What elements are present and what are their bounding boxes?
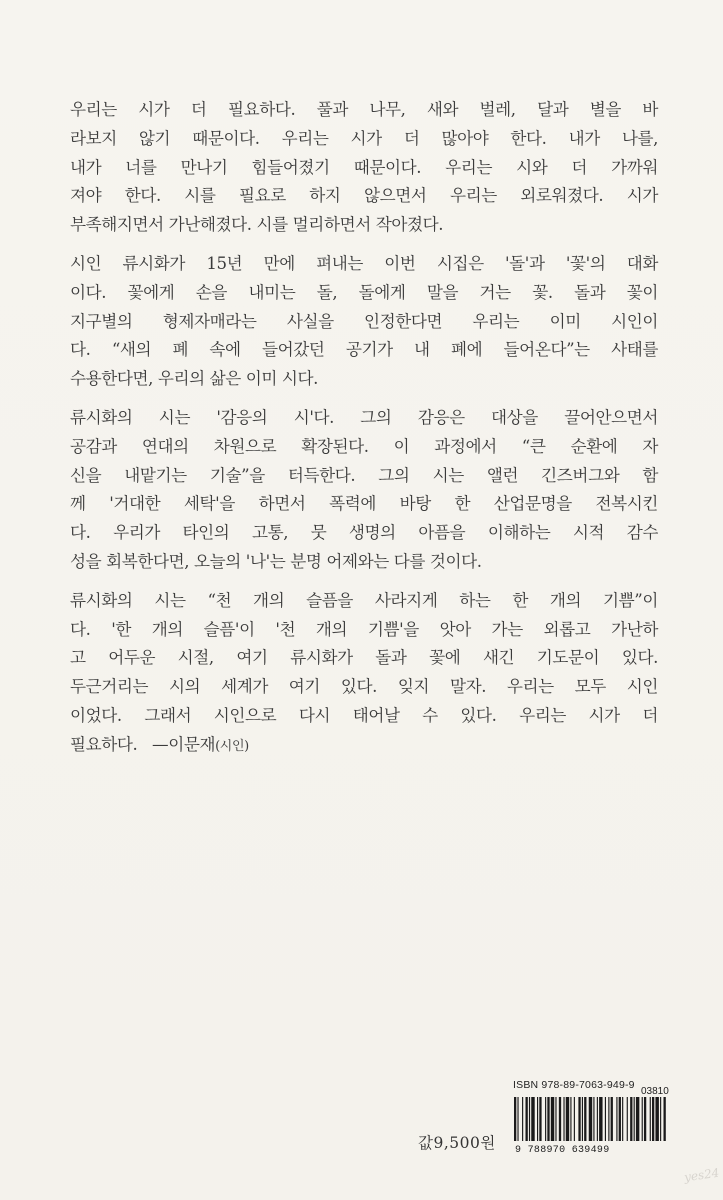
cover-blurb	[70, 96, 658, 770]
barcode-bar	[526, 1097, 528, 1141]
barcode-bar	[559, 1097, 561, 1141]
barcode-bar	[605, 1097, 606, 1141]
text-line: 시인 류시화가 15년 만에 펴내는 이번 시집은 '돌'과 '꽃'의 대화	[70, 253, 658, 273]
barcode-bar	[652, 1097, 654, 1141]
barcode-bar	[551, 1097, 554, 1141]
barcode-bar	[634, 1097, 635, 1141]
final-text: 필요하다.	[70, 734, 138, 754]
final-line	[70, 731, 658, 760]
barcode-bar	[563, 1097, 564, 1141]
barcode-bar	[514, 1097, 516, 1141]
text-line: 께 '거대한 세탁'을 하면서 폭력에 바탕 한 산업문명을 전복시킨	[70, 494, 658, 514]
text-line: 고 어두운 시절, 여기 류시화가 돌과 꽃에 새긴 기도문이 있다.	[70, 648, 658, 668]
barcode-bar	[545, 1097, 546, 1141]
barcode-bar	[584, 1097, 586, 1141]
text-line: 두근거리는 시의 세계가 여기 있다. 잊지 말자. 우리는 모두 시인	[70, 677, 659, 697]
barcode-bar	[642, 1097, 643, 1141]
barcode-bar	[655, 1097, 658, 1141]
text-line: 라보지 않기 때문이다. 우리는 시가 더 많아야 한다. 내가 나를,	[70, 128, 658, 148]
barcode-bar	[547, 1097, 549, 1141]
barcode-bar	[529, 1097, 530, 1141]
blurb-paragraph-1	[70, 96, 658, 240]
blurb-paragraph-2	[70, 250, 658, 394]
blurb-paragraph-3	[70, 404, 658, 577]
barcode-bar	[517, 1097, 518, 1141]
text-line: 다. “새의 폐 속에 들어갔던 공기가 내 폐에 들어온다”는 사태를	[70, 340, 658, 360]
barcode-bar	[622, 1097, 623, 1141]
barcode-bar	[650, 1097, 651, 1141]
barcode-bar	[566, 1097, 569, 1141]
blurb-paragraph-4	[70, 587, 658, 760]
barcode-bar	[582, 1097, 583, 1141]
barcode-bar	[597, 1097, 598, 1141]
barcode-bar	[539, 1097, 541, 1141]
text-line: 다. 우리가 타인의 고통, 뭇 생명의 아픔을 이해하는 시적 감수	[70, 523, 658, 543]
text-line: 이다. 꽃에게 손을 내미는 돌, 돌에게 말을 거는 꽃. 돌과 꽃이	[70, 282, 658, 302]
ean-digits: 9 788970 639499	[515, 1145, 610, 1156]
text-line: 신을 내맡기는 기술”을 터득한다. 그의 시는 앨런 긴즈버그와 함	[70, 465, 658, 485]
barcode-bar	[611, 1097, 613, 1141]
barcode-bar	[630, 1097, 632, 1141]
barcode-bar	[644, 1097, 646, 1141]
barcode-icon	[512, 1097, 672, 1141]
text-line: 져야 한다. 시를 필요로 하지 않으면서 우리는 외로워졌다. 시가	[70, 186, 658, 206]
author-signature-note: (시인)	[215, 738, 249, 754]
barcode-bar	[537, 1097, 538, 1141]
barcode-bar	[578, 1097, 580, 1141]
barcode-bar	[627, 1097, 628, 1141]
barcode-bar	[616, 1097, 617, 1141]
text-line: 다. '한 개의 슬픔'이 '천 개의 기쁨'을 앗아 가는 외롭고 가난하	[70, 619, 658, 639]
barcode-bar	[608, 1097, 609, 1141]
barcode-bar	[531, 1097, 534, 1141]
text-line: 성을 회복한다면, 오늘의 '나'는 분명 어제와는 다를 것이다.	[70, 551, 482, 571]
text-line: 지구별의 형제자매라는 사실을 인정한다면 우리는 이미 시인이	[70, 311, 658, 331]
isbn-label: ISBN 978-89-7063-949-9	[513, 1079, 635, 1091]
barcode-addon-code: 03810	[641, 1086, 669, 1097]
barcode-bar	[589, 1097, 592, 1141]
barcode-bar	[664, 1097, 666, 1141]
author-signature: —이문재	[152, 734, 216, 754]
text-line: 류시화의 시는 '감응의 시'다. 그의 감응은 대상을 끌어안으면서	[70, 407, 658, 427]
text-line: 수용한다면, 우리의 삶은 이미 시다.	[70, 369, 319, 389]
text-line: 내가 너를 만나기 힘들어졌기 때문이다. 우리는 시와 더 가까워	[70, 157, 658, 177]
text-line: 우리는 시가 더 필요하다. 풀과 나무, 새와 벌레, 달과 별을 바	[70, 100, 658, 119]
barcode-bar	[574, 1097, 575, 1141]
barcode-bar	[636, 1097, 639, 1141]
text-line: 이었다. 그래서 시인으로 다시 태어날 수 있다. 우리는 시가 더	[70, 705, 658, 725]
barcode-bar	[593, 1097, 594, 1141]
barcode-bar	[660, 1097, 661, 1141]
text-line: 공감과 연대의 차원으로 확장된다. 이 과정에서 “큰 순환에 자	[70, 436, 658, 456]
barcode-bar	[570, 1097, 571, 1141]
text-line: 부족해지면서 가난해졌다. 시를 멀리하면서 작아졌다.	[70, 215, 444, 235]
barcode-bar	[599, 1097, 602, 1141]
barcode-bar	[522, 1097, 523, 1141]
watermark: yes24	[683, 1165, 721, 1185]
text-line: 류시화의 시는 “천 개의 슬픔을 사라지게 하는 한 개의 기쁨”이	[70, 590, 658, 610]
price-label: 값9,500원	[418, 1134, 496, 1152]
barcode-bar	[555, 1097, 556, 1141]
barcode-bar	[619, 1097, 621, 1141]
